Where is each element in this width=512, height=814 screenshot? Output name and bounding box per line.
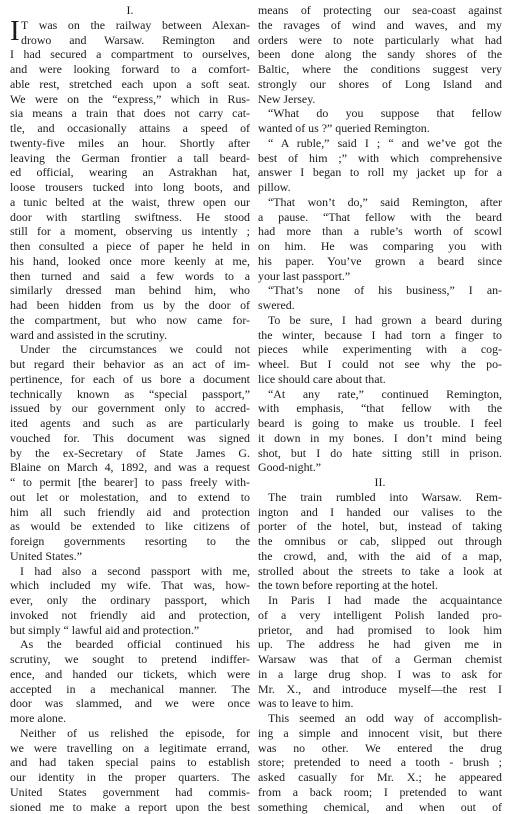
text-line: which included my wife. That was, how-: [10, 578, 250, 593]
text-line: wheel. But I could not see why the po-: [258, 357, 502, 372]
text-line: tle, and occasionally attains a speed of: [10, 121, 250, 136]
text-line: able rest, stretched each upon a soft seat.: [10, 77, 250, 92]
text-line: door was slammed, and we were once: [10, 696, 250, 711]
text-line: answer I began to roll my jacket up for a: [258, 165, 502, 180]
text-line: the crowd, and, with the aid of a map,: [258, 549, 502, 564]
text-line: his paper. You’ve grown a beard since: [258, 254, 502, 269]
text-line: lice should care about that.: [258, 372, 502, 387]
drop-cap: I: [10, 17, 20, 45]
text-line: T was on the railway between Alexan-: [10, 18, 250, 33]
text-line: was to leave to him.: [258, 696, 502, 711]
text-line: as would be extended to like citizens of: [10, 519, 250, 534]
text-line: sia means a train that does not carry cat-: [10, 106, 250, 121]
text-line: ward and assisted in the scrutiny.: [10, 328, 250, 343]
text-line: the ravages of wind and waves, and my: [258, 18, 502, 33]
text-line: drowo and Warsaw. Remington and: [10, 33, 250, 48]
text-line: then consulted a piece of paper he held in: [10, 239, 250, 254]
text-line: Baltic, where the conditions suggest very: [258, 62, 502, 77]
text-line: was no other. We entered the drug: [258, 741, 502, 756]
text-line: door with startling swiftness. He stood: [10, 210, 250, 225]
text-line: out let or molestation, and to extend to: [10, 490, 250, 505]
text-line: best of him ;” with which comprehensive: [258, 151, 502, 166]
text-line: prietor, and had promised to look him: [258, 623, 502, 638]
text-line: “ to permit [the bearer] to pass freely with-: [10, 475, 250, 490]
text-line: asked casually for Mr. X.; he appeared: [258, 770, 502, 785]
text-line: your last passport.”: [258, 269, 502, 284]
text-line: with emphasis, “that fellow with the: [258, 401, 502, 416]
text-line: “What do you suppose that fellow: [258, 106, 502, 121]
text-line: the winter, because I had torn a finger to: [258, 328, 502, 343]
text-line: accepted in a mechanical manner. The: [10, 682, 250, 697]
text-line: had more than a ruble’s worth of scowl: [258, 224, 502, 239]
text-line: swered.: [258, 298, 502, 313]
text-line: something chemical, and when out of: [258, 800, 502, 814]
text-line: pillow.: [258, 180, 502, 195]
text-line: store; pretended to need a tooth - brush ;: [258, 755, 502, 770]
text-line: The train rumbled into Warsaw. Rem-: [258, 490, 502, 505]
text-line: New Jersey.: [258, 92, 502, 107]
text-line: In Paris I had made the acquaintance: [258, 593, 502, 608]
text-line: United States government had commis-: [10, 785, 250, 800]
text-line: in a large drug shop. I was to ask for: [258, 667, 502, 682]
text-line: then turned and said a few words to a: [10, 269, 250, 284]
text-line: porter of the hotel, but, instead of taking: [258, 519, 502, 534]
text-line: strongly our shores of Long Island and: [258, 77, 502, 92]
text-line: “ A ruble,” said I ; “ and we’ve got the: [258, 136, 502, 151]
text-line: but simply “ lawful aid and protection.”: [10, 623, 250, 638]
text-line: means of protecting our sea-coast against: [258, 3, 502, 18]
text-line: ence, and handed our tickets, which were: [10, 667, 250, 682]
text-line: of a very intelligent Polish landed pro-: [258, 608, 502, 623]
text-line: by the ex-Secretary of State James G.: [10, 446, 250, 461]
text-line: up. The address he had given me in: [258, 637, 502, 652]
text-line: United States.”: [10, 549, 250, 564]
text-line: ington and I handed our valises to the: [258, 505, 502, 520]
text-line: similarly dressed man behind him, who: [10, 283, 250, 298]
text-line: pieces while experimenting with a cog-: [258, 342, 502, 357]
text-line: “That won’t do,” said Remington, after: [258, 195, 502, 210]
text-line: Under the circumstances we could not: [10, 342, 250, 357]
left-column: [10, 3, 250, 814]
text-line: had been hidden from us by the door of: [10, 298, 250, 313]
text-line: ing a simple and innocent visit, but there: [258, 726, 502, 741]
text-line: orders were to note particularly what had: [258, 33, 502, 48]
text-line: I had secured a compartment to ourselves,: [10, 47, 250, 62]
text-line: loose trousers tucked into long boots, and: [10, 180, 250, 195]
text-line: it down in my bones. I don’t mind being: [258, 431, 502, 446]
text-line: We were on the “express,” which in Rus-: [10, 92, 250, 107]
text-line: issued by our government only to accred-: [10, 401, 250, 416]
section-heading: I.: [10, 3, 250, 18]
text-line: pertinence, for each of us bore a document: [10, 372, 250, 387]
text-line: “That’s none of his business,” I an-: [258, 283, 502, 298]
text-line: Warsaw was that of a German chemist: [258, 652, 502, 667]
text-line: the town before reporting at the hotel.: [258, 578, 502, 593]
text-line: “At any rate,” continued Remington,: [258, 387, 502, 402]
text-line: a tunic belted at the waist, threw open our: [10, 195, 250, 210]
text-line: vouched for. This document was signed: [10, 431, 250, 446]
text-line: scrutiny, we sought to pretend indiffer-: [10, 652, 250, 667]
text-line: a pause. “That fellow with the beard: [258, 210, 502, 225]
text-line: wanted of us ?” queried Remington.: [258, 121, 502, 136]
text-line: been done along the sandy shores of the: [258, 47, 502, 62]
text-line: still for a moment, observing us intently ;: [10, 224, 250, 239]
text-line: foreign governments resorting to the: [10, 534, 250, 549]
text-line: Mr. X., and introduce myself—the rest I: [258, 682, 502, 697]
text-line: on him. He was comparing you with: [258, 239, 502, 254]
text-line: This seemed an odd way of accomplish-: [258, 711, 502, 726]
text-line: Blaine on March 4, 1892, and was a request: [10, 460, 250, 475]
text-line: more alone.: [10, 711, 250, 726]
text-line: from a back room; I pretended to want: [258, 785, 502, 800]
text-line: Good-night.”: [258, 460, 502, 475]
text-line: the omnibus or cab, slipped out through: [258, 534, 502, 549]
text-line: but regard their behavior as an act of im-: [10, 357, 250, 372]
text-line: beard is going to make us trouble. I feel: [258, 416, 502, 431]
text-line: To be sure, I had grown a beard during: [258, 313, 502, 328]
text-line: strolled about the streets to take a look at: [258, 564, 502, 579]
right-column: [258, 3, 502, 814]
text-line: I had also a second passport with me,: [10, 564, 250, 579]
text-line: invoked not friendly aid and protection,: [10, 608, 250, 623]
text-line: ited agents and such as are particularly: [10, 416, 250, 431]
text-line: As the bearded official continued his: [10, 637, 250, 652]
text-line: sioned me to make a report upon the best: [10, 800, 250, 814]
text-line: twenty-five miles an hour. Shortly after: [10, 136, 250, 151]
text-line: our identity in the proper quarters. The: [10, 770, 250, 785]
text-line: and had taken special pains to establish: [10, 755, 250, 770]
text-line: leaving the German frontier a tall beard-: [10, 151, 250, 166]
text-line: ever, only the ordinary passport, which: [10, 593, 250, 608]
text-line: ed official, wearing an Astrakhan hat,: [10, 165, 250, 180]
text-line: and were looking forward to a comfort-: [10, 62, 250, 77]
section-heading: II.: [258, 475, 502, 490]
text-line: Neither of us relished the episode, for: [10, 726, 250, 741]
text-line: we were travelling on a legitimate errand,: [10, 741, 250, 756]
text-line: him all such friendly aid and protection: [10, 505, 250, 520]
text-line: the compartment, but who now came for-: [10, 313, 250, 328]
text-line: technically known as “special passport,”: [10, 387, 250, 402]
text-line: his hand, looked once more keenly at me,: [10, 254, 250, 269]
text-line: shot, but I do hate sitting still in prison.: [258, 446, 502, 461]
